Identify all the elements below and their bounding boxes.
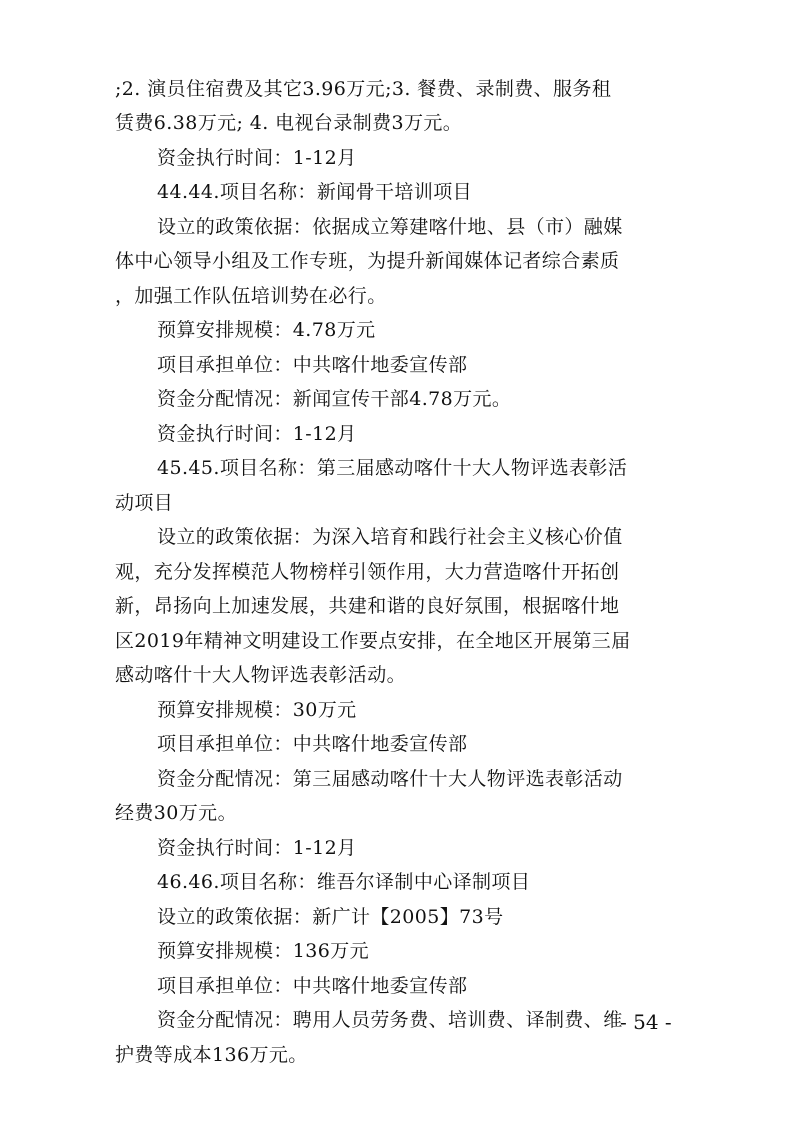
- text-line: 设立的政策依据：新广计【2005】73号: [157, 906, 504, 928]
- text-line: 资金分配情况：聘用人员劳务费、培训费、译制费、维: [157, 1009, 623, 1031]
- text-line: 观，充分发挥模范人物榜样引领作用，大力营造喀什开拓创: [115, 561, 620, 583]
- text-line: 资金执行时间：1-12月: [157, 147, 357, 169]
- text-line: 项目承担单位：中共喀什地委宣传部: [157, 354, 468, 376]
- text-line: 设立的政策依据：为深入培育和践行社会主义核心价值: [157, 526, 623, 548]
- text-line: 资金执行时间：1-12月: [157, 837, 357, 859]
- text-line: 预算安排规模：136万元: [157, 940, 370, 962]
- text-line: 新，昂扬向上加速发展，共建和谐的良好氛围，根据喀什地: [115, 595, 620, 617]
- text-line: 动项目: [115, 492, 174, 514]
- page-number: - 54 -: [620, 1010, 672, 1034]
- text-line: ，加强工作队伍培训势在必行。: [115, 285, 387, 307]
- text-line: 设立的政策依据：依据成立筹建喀什地、县（市）融媒: [157, 216, 623, 238]
- text-line: 资金分配情况：新闻宣传干部4.78万元。: [157, 388, 512, 410]
- project-heading: 45.45.项目名称：第三届感动喀什十大人物评选表彰活: [157, 457, 628, 479]
- text-line: 项目承担单位：中共喀什地委宣传部: [157, 975, 468, 997]
- text-line: 资金执行时间：1-12月: [157, 423, 357, 445]
- text-line: 项目承担单位：中共喀什地委宣传部: [157, 733, 468, 755]
- text-line: 体中心领导小组及工作专班，为提升新闻媒体记者综合素质: [115, 250, 620, 272]
- text-line: 区2019年精神文明建设工作要点安排，在全地区开展第三届: [115, 630, 631, 652]
- project-heading: 44.44.项目名称：新闻骨干培训项目: [157, 181, 473, 203]
- text-line: 护费等成本136万元。: [115, 1044, 308, 1066]
- text-line: 经费30万元。: [115, 802, 237, 824]
- text-line: 赁费6.38万元; 4. 电视台录制费3万元。: [115, 112, 463, 134]
- text-line: 预算安排规模：30万元: [157, 699, 357, 721]
- project-heading: 46.46.项目名称：维吾尔译制中心译制项目: [157, 871, 531, 893]
- text-line: 资金分配情况：第三届感动喀什十大人物评选表彰活动: [157, 768, 623, 790]
- text-line: 预算安排规模：4.78万元: [157, 319, 376, 341]
- text-line: 感动喀什十大人物评选表彰活动。: [115, 664, 407, 686]
- text-line: ;2. 演员住宿费及其它3.96万元;3. 餐费、录制费、服务租: [115, 78, 612, 100]
